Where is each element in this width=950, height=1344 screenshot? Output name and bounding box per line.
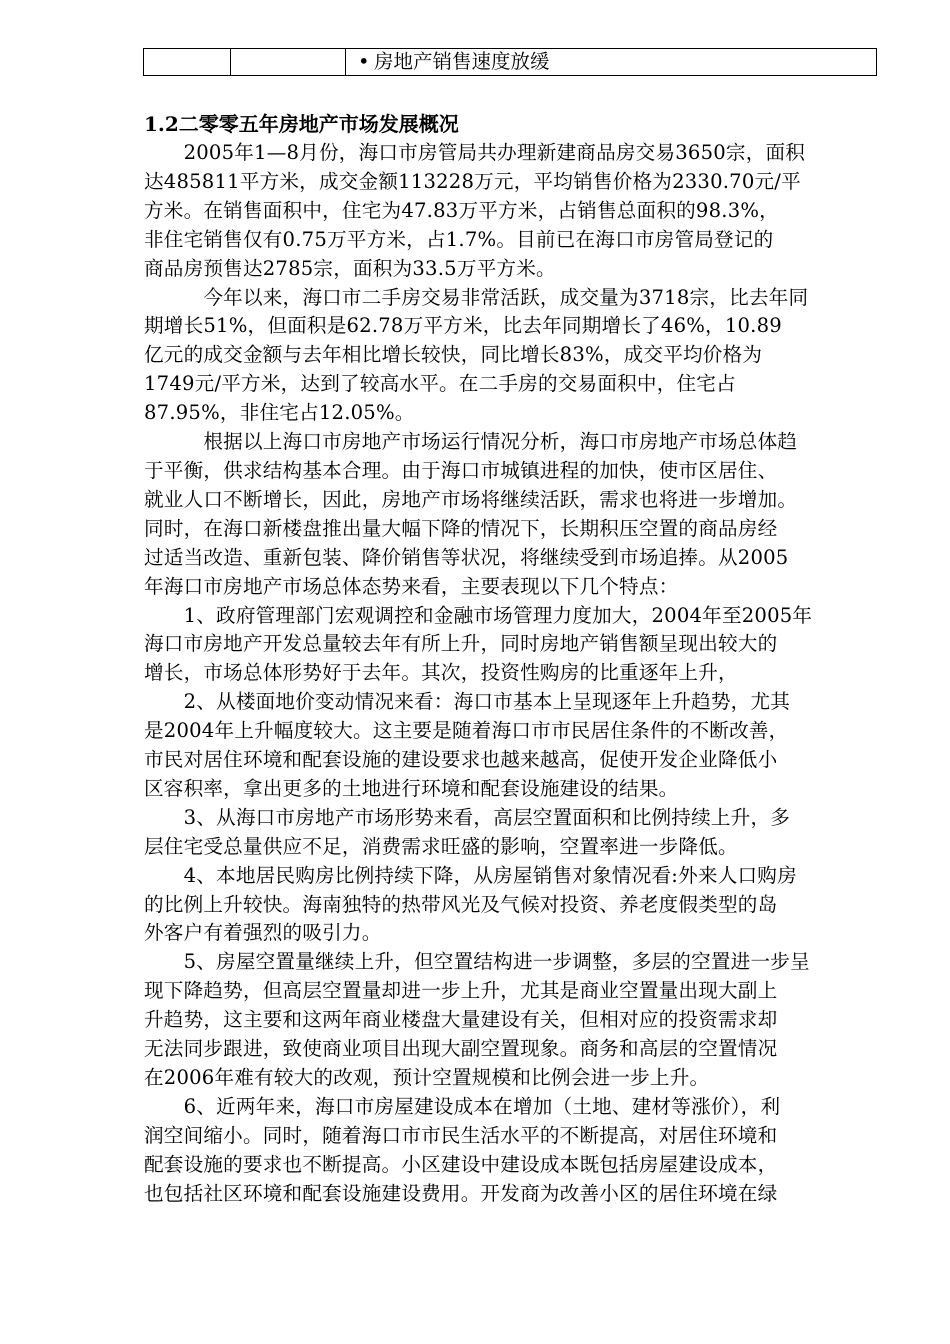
bullet-icon: • [358,50,370,73]
body-line: 根据以上海口市房地产市场运行情况分析，海口市房地产市场总体趋 [144,430,798,454]
body-line: 达485811平方米，成交金额113228万元，平均销售价格为2330.70元/平 [144,169,801,193]
body-line: 6、近两年来，海口市房屋建设成本在增加（土地、建材等涨价），利 [144,1094,781,1118]
continuation-table [143,48,877,76]
body-line: 非住宅销售仅有0.75万平方米，占1.7%。目前已在海口市房管局登记的 [144,227,774,251]
body-line: 配套设施的要求也不断提高。小区建设中建设成本既包括房屋建设成本， [144,1152,778,1176]
body-line: 亿元的成交金额与去年相比增长较快，同比增长83%，成交平均价格为 [144,343,763,367]
body-line: 5、房屋空置量继续上升，但空置结构进一步调整，多层的空置进一步呈 [144,950,810,974]
body-line: 层住宅受总量供应不足，消费需求旺盛的影响，空置率进一步降低。 [144,834,738,858]
body-line: 润空间缩小。同时，随着海口市市民生活水平的不断提高，对居住环境和 [144,1123,778,1147]
body-line: 就业人口不断增长，因此，房地产市场将继续活跃，需求也将进一步增加。 [144,487,798,511]
body-line: 区容积率，拿出更多的土地进行环境和配套设施建设的结果。 [144,776,679,800]
body-line: 是2004年上升幅度较大。这主要是随着海口市市民居住条件的不断改善， [144,719,789,743]
table-cell-2 [231,49,346,76]
body-line: 4、本地居民购房比例持续下降，从房屋销售对象情况看:外来人口购房 [144,863,797,887]
body-line: 增长，市场总体形势好于去年。其次，投资性购房的比重逐年上升， [144,661,738,685]
body-line: 无法同步跟进，致使商业项目出现大副空置现象。商务和高层的空置情况 [144,1037,778,1061]
body-line: 今年以来，海口市二手房交易非常活跃，成交量为3718宗，比去年同 [144,285,809,309]
body-line: 在2006年难有较大的改观，预计空置规模和比例会进一步上升。 [144,1066,710,1089]
body-line: 的比例上升较快。海南独特的热带风光及气候对投资、养老度假类型的岛 [144,892,778,916]
body-line: 于平衡，供求结构基本合理。由于海口市城镇进程的加快，使市区居住、 [144,458,778,482]
body-line: 商品房预售达2785宗，面积为33.5万平方米。 [144,256,556,280]
table-cell-1 [144,49,231,76]
body-line: 方米。在销售面积中，住宅为47.83万平方米，占销售总面积的98.3%， [144,198,779,222]
body-line: 市民对居住环境和配套设施的建设要求也越来越高，促使开发企业降低小 [144,748,778,772]
body-line: 3、从海口市房地产市场形势来看，高层空置面积和比例持续上升，多 [144,805,791,829]
section-heading: 1.2二零零五年房地产市场发展概况 [144,112,459,136]
section-body [144,139,878,1209]
body-line: 期增长51%，但面积是62.78万平方米，比去年同期增长了46%，10.89 [144,314,782,338]
body-line: 海口市房地产开发总量较去年有所上升，同时房地产销售额呈现出较大的 [144,632,778,656]
body-line: 1749元/平方米，达到了较高水平。在二手房的交易面积中，住宅占 [144,372,736,396]
body-line: 同时，在海口新楼盘推出量大幅下降的情况下，长期积压空置的商品房经 [144,516,778,540]
body-line: 也包括社区环境和配套设施建设费用。开发商为改善小区的居住环境在绿 [144,1181,778,1205]
body-line: 外客户有着强烈的吸引力。 [144,921,382,945]
body-line: 87.95%，非住宅占12.05%。 [144,401,415,425]
body-line: 升趋势，这主要和这两年商业楼盘大量建设有关，但相对应的投资需求却 [144,1008,778,1032]
table-cell-3-text: 房地产销售速度放缓 [374,50,550,73]
body-line: 现下降趋势，但高层空置量却进一步上升，尤其是商业空置量出现大副上 [144,979,778,1003]
body-line: 1、政府管理部门宏观调控和金融市场管理力度加大，2004年至2005年 [144,603,813,627]
table-row [144,49,877,76]
body-line: 过适当改造、重新包装、降价销售等状况，将继续受到市场追捧。从2005 [144,545,789,569]
body-line: 2005年1—8月份，海口市房管局共办理新建商品房交易3650宗，面积 [144,141,806,164]
body-line: 2、从楼面地价变动情况来看：海口市基本上呈现逐年上升趋势，尤其 [144,690,791,714]
body-line: 年海口市房地产市场总体态势来看，主要表现以下几个特点： [144,574,679,598]
table-cell-3 [346,49,877,76]
